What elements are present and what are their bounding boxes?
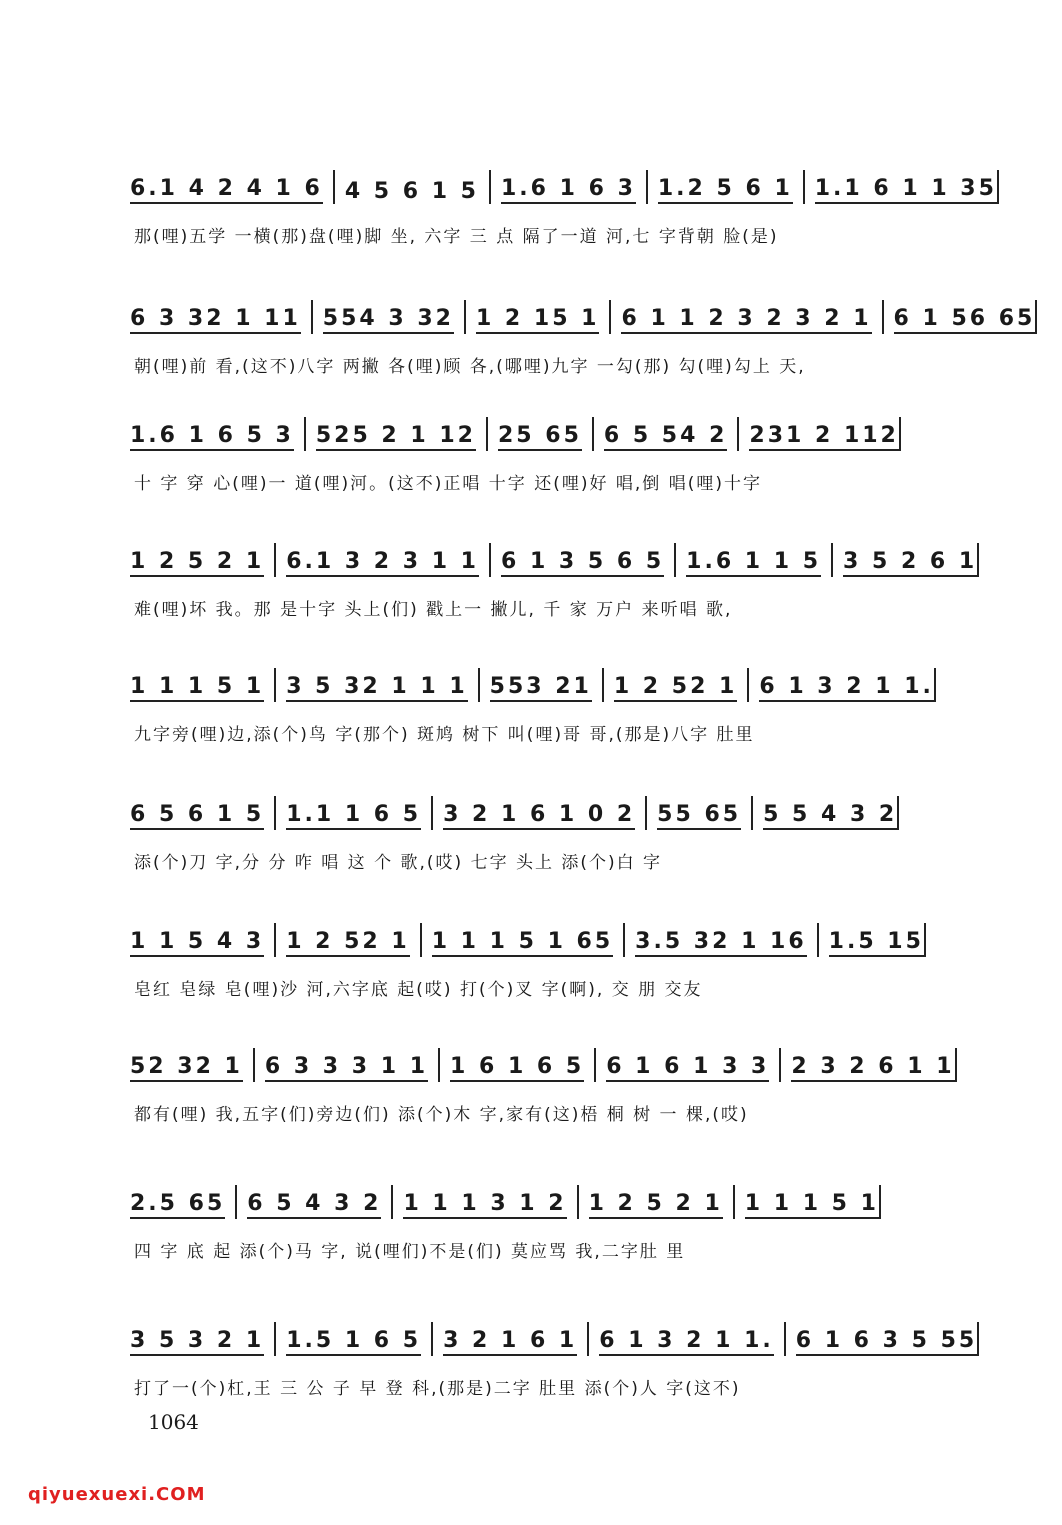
barline [997, 170, 999, 204]
measure: 525 2 1 12 [316, 423, 476, 451]
system-7 [0, 923, 1062, 1033]
measure: 6 3 32 1 11 [130, 306, 301, 334]
barline [311, 300, 313, 334]
measure: 1.6 1 1 5 [686, 549, 821, 577]
system-8 [0, 1048, 1062, 1158]
barline [391, 1185, 393, 1219]
barline [438, 1048, 440, 1082]
measure: 1 2 5 2 1 [130, 549, 264, 577]
measure: 3 5 3 2 1 [130, 1328, 264, 1356]
barline [803, 170, 805, 204]
barline [737, 417, 739, 451]
measure: 553 21 [490, 674, 592, 702]
barline [478, 668, 480, 702]
barline [733, 1185, 735, 1219]
barline [464, 300, 466, 334]
measure: 1.2 5 6 1 [658, 176, 793, 204]
watermark [28, 1484, 206, 1505]
measure: 1 1 1 5 1 [130, 674, 264, 702]
barline [955, 1048, 957, 1082]
measure: 2 3 2 6 1 1 [791, 1054, 954, 1082]
notation-line-9 [130, 1185, 930, 1225]
notation-line-2 [130, 300, 1036, 340]
notation-line-6 [130, 796, 930, 836]
lyric-line-1: 那(哩)五学 一横(那)盘(哩)脚 坐, 六字 三 点 隔了一道 河,七 字背朝 脸(是) [134, 227, 779, 247]
watermark-text: qiyuexuexi.COM [28, 1484, 206, 1505]
measure: 1.5 15 [829, 929, 924, 957]
barline [897, 796, 899, 830]
measure: 6 1 56 65 [894, 306, 1036, 334]
barline [977, 1322, 979, 1356]
barline [253, 1048, 255, 1082]
measure: 6 1 1 2 3 2 3 2 1 [621, 306, 871, 334]
barline [623, 923, 625, 957]
measure: 231 2 112 [749, 423, 898, 451]
barline [587, 1322, 589, 1356]
barline [882, 300, 884, 334]
measure: 1 2 52 1 [286, 929, 410, 957]
lyric-line-9: 四 字 底 起 添(个)马 字, 说(哩们)不是(们) 莫应骂 我,二字肚 里 [134, 1242, 686, 1262]
system-3 [0, 417, 1062, 527]
measure: 55 65 [657, 802, 741, 830]
notation-line-3 [130, 417, 930, 457]
barline [817, 923, 819, 957]
lyric-line-4: 难(哩)坏 我。那 是十字 头上(们) 戳上一 撇儿, 千 家 万户 来听唱 歌, [134, 600, 733, 620]
system-5 [0, 668, 1062, 778]
barline [645, 796, 647, 830]
barline [274, 1322, 276, 1356]
barline [924, 923, 926, 957]
lyric-line-6: 添(个)刀 字,分 分 咋 唱 这 个 歌,(哎) 七字 头上 添(个)白 字 [134, 853, 663, 873]
measure: 6 1 3 5 6 5 [501, 549, 664, 577]
system-9 [0, 1185, 1062, 1295]
measure: 4 5 6 1 5 [344, 179, 479, 204]
barline [831, 543, 833, 577]
notation-line-1 [130, 170, 997, 210]
measure: 25 65 [498, 423, 582, 451]
measure: 6 3 3 3 1 1 [265, 1054, 428, 1082]
barline [304, 417, 306, 451]
notation-line-5 [130, 668, 934, 708]
barline [1035, 300, 1037, 334]
barline [609, 300, 611, 334]
lyric-line-10: 打了一(个)杠,王 三 公 子 早 登 科,(那是)二字 肚里 添(个)人 字(这不) [134, 1379, 741, 1399]
measure: 1 2 15 1 [476, 306, 600, 334]
barline [646, 170, 648, 204]
barline [420, 923, 422, 957]
measure: 6 5 6 1 5 [130, 802, 264, 830]
measure: 52 32 1 [130, 1054, 243, 1082]
barline [489, 170, 491, 204]
notation-line-10 [130, 1322, 978, 1362]
measure: 1 1 1 5 1 [745, 1191, 879, 1219]
barline [934, 668, 936, 702]
measure: 3 5 32 1 1 1 [286, 674, 467, 702]
barline [274, 796, 276, 830]
barline [577, 1185, 579, 1219]
measure: 3 2 1 6 1 [443, 1328, 577, 1356]
barline [602, 668, 604, 702]
measure: 1 1 1 3 1 2 [403, 1191, 566, 1219]
barline [486, 417, 488, 451]
measure: 3 2 1 6 1 0 2 [443, 802, 635, 830]
measure: 1 1 5 4 3 [130, 929, 264, 957]
lyric-line-3: 十 字 穿 心(哩)一 道(哩)河。(这不)正唱 十字 还(哩)好 唱,倒 唱(哩)十字 [134, 474, 762, 494]
barline [779, 1048, 781, 1082]
measure: 6 1 6 1 3 3 [606, 1054, 769, 1082]
measure: 5 5 4 3 2 [763, 802, 897, 830]
measure: 6 1 6 3 5 55 [796, 1328, 977, 1356]
measure: 1 2 5 2 1 [589, 1191, 723, 1219]
measure: 1.5 1 6 5 [286, 1328, 421, 1356]
lyric-line-8: 都有(哩) 我,五字(们)旁边(们) 添(个)木 字,家有(这)梧 桐 树 一 棵,(哎) [134, 1105, 749, 1125]
barline [274, 923, 276, 957]
barline [674, 543, 676, 577]
notation-line-4 [130, 543, 978, 583]
measure: 554 3 32 [323, 306, 454, 334]
notation-line-8 [130, 1048, 955, 1088]
lyric-line-5: 九字旁(哩)边,添(个)鸟 字(那个) 斑鸠 树下 叫(哩)哥 哥,(那是)八字 肚里 [134, 725, 755, 745]
barline [977, 543, 979, 577]
barline [784, 1322, 786, 1356]
measure: 3 5 2 6 1 [843, 549, 977, 577]
measure: 1 1 1 5 1 65 [432, 929, 613, 957]
barline [899, 417, 901, 451]
measure: 3.5 32 1 16 [635, 929, 807, 957]
measure: 6 5 54 2 [604, 423, 728, 451]
lyric-line-7: 皂红 皂绿 皂(哩)沙 河,六字底 起(哎) 打(个)叉 字(啊), 交 朋 交友 [134, 980, 703, 1000]
barline [489, 543, 491, 577]
notation-line-7 [130, 923, 930, 963]
barline [747, 668, 749, 702]
barline [431, 796, 433, 830]
system-2 [0, 300, 1062, 410]
measure: 1 6 1 6 5 [450, 1054, 584, 1082]
barline [235, 1185, 237, 1219]
page-number: 1064 [148, 1410, 199, 1434]
system-4 [0, 543, 1062, 653]
barline [879, 1185, 881, 1219]
barline [274, 543, 276, 577]
barline [592, 417, 594, 451]
measure: 1.6 1 6 5 3 [130, 423, 294, 451]
measure: 1.1 6 1 1 35 [815, 176, 997, 204]
lyric-line-2: 朝(哩)前 看,(这不)八字 两撇 各(哩)顾 各,(哪哩)九字 一勾(那) 勾(哩)勾上 天, [134, 357, 806, 377]
barline [594, 1048, 596, 1082]
measure: 1 2 52 1 [614, 674, 738, 702]
measure: 6.1 4 2 4 1 6 [130, 176, 323, 204]
measure: 6.1 3 2 3 1 1 [286, 549, 479, 577]
system-6 [0, 796, 1062, 906]
measure: 6 5 4 3 2 [247, 1191, 381, 1219]
measure: 1.6 1 6 3 [501, 176, 636, 204]
barline [751, 796, 753, 830]
system-1 [0, 170, 1062, 280]
measure: 6 1 3 2 1 1. [759, 674, 934, 702]
barline [333, 170, 335, 204]
barline [431, 1322, 433, 1356]
measure: 6 1 3 2 1 1. [599, 1328, 774, 1356]
measure: 2.5 65 [130, 1191, 225, 1219]
barline [274, 668, 276, 702]
measure: 1.1 1 6 5 [286, 802, 421, 830]
